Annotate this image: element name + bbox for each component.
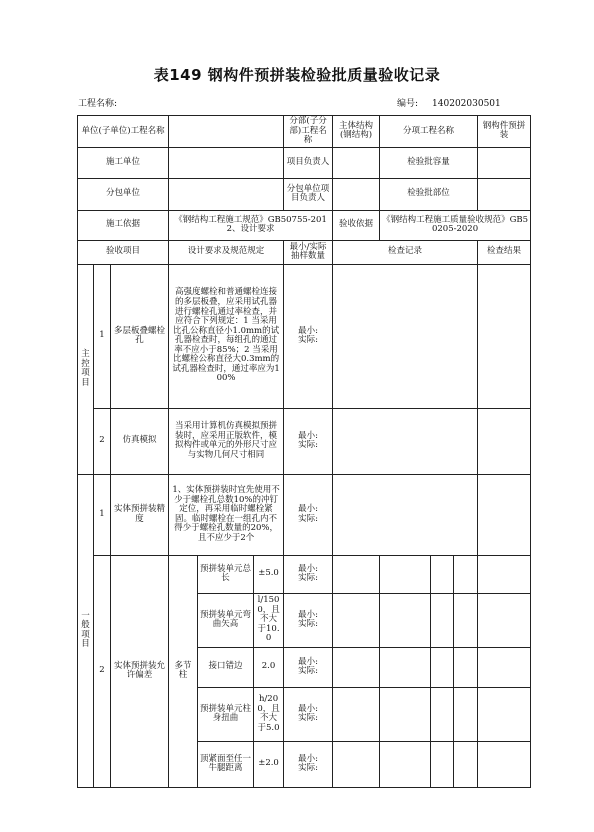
record-cell[interactable] — [454, 687, 478, 741]
general-item-spec: 1、实体预拼装时宜先使用不少于螺栓孔总数10%的冲钉定位，再采用临时螺栓紧固。临时螺栓在一组孔内不得少于螺栓孔数量的20%，且不应少于2个 — [169, 474, 284, 555]
main-item-name: 多层板叠螺栓孔 — [111, 264, 169, 408]
project-manager-value[interactable] — [333, 147, 380, 178]
header-result: 检查结果 — [478, 240, 531, 264]
record-cell[interactable] — [431, 647, 454, 687]
header-sample: 最小/实际抽样数量 — [284, 240, 333, 264]
general-item-name: 实体预拼装允许偏差 — [111, 555, 169, 787]
construction-unit-label: 施工单位 — [78, 147, 169, 178]
check-result-cell[interactable] — [478, 474, 531, 555]
sample-count[interactable] — [284, 593, 333, 647]
deviation-value: h/200，且不大于5.0 — [254, 687, 284, 741]
batch-capacity-label: 检验批容量 — [380, 147, 478, 178]
sample-count-text: 最小: 实际: — [298, 753, 318, 774]
check-record-cell[interactable] — [333, 474, 478, 555]
general-item-name: 实体预拼装精度 — [111, 474, 169, 555]
header-design: 设计要求及规范规定 — [169, 240, 284, 264]
unit-label: 单位(子单位)工程名称 — [78, 116, 169, 148]
deviation-name: 顶紧面至任一牛腿距离 — [198, 741, 254, 787]
acceptance-basis-value: 《钢结构工程施工质量验收规范》GB50205-2020 — [380, 210, 531, 240]
record-cell[interactable] — [380, 687, 431, 741]
construction-basis-value: 《钢结构工程施工规范》GB50755-2012、设计要求 — [169, 210, 333, 240]
subcontract-manager-value[interactable] — [333, 178, 380, 210]
deviation-name: 预拼装单元柱身扭曲 — [198, 687, 254, 741]
batch-capacity-value[interactable] — [478, 147, 531, 178]
check-result-cell[interactable] — [478, 593, 531, 647]
deviation-name: 预拼装单元弯曲矢高 — [198, 593, 254, 647]
check-result-cell[interactable] — [478, 741, 531, 787]
project-manager-label: 项目负责人 — [284, 147, 333, 178]
sample-count-text: 最小: 实际: — [298, 430, 318, 451]
deviation-value: ±5.0 — [254, 555, 284, 593]
code-label: 编号: — [397, 99, 419, 109]
record-cell[interactable] — [454, 555, 478, 593]
subitem-label: 分项工程名称 — [380, 116, 478, 148]
deviation-value: 2.0 — [254, 647, 284, 687]
record-cell[interactable] — [454, 741, 478, 787]
record-cell[interactable] — [454, 593, 478, 647]
check-record-cell[interactable] — [333, 408, 478, 474]
sample-count-text: 最小: 实际: — [298, 703, 318, 724]
subcontract-unit-label: 分包单位 — [78, 178, 169, 210]
construction-unit-value[interactable] — [169, 147, 284, 178]
subcontract-unit-value[interactable] — [169, 178, 284, 210]
record-cell[interactable] — [431, 741, 454, 787]
main-item-name: 仿真模拟 — [111, 408, 169, 474]
sample-count-text: 最小: 实际: — [298, 504, 318, 524]
sample-count[interactable] — [284, 264, 333, 408]
sample-count[interactable] — [284, 474, 333, 555]
code-value: 140202030501 — [432, 99, 501, 109]
check-result-cell[interactable] — [478, 408, 531, 474]
record-cell[interactable] — [454, 647, 478, 687]
record-cell[interactable] — [333, 555, 380, 593]
record-cell[interactable] — [333, 647, 380, 687]
unit-value[interactable] — [169, 116, 284, 148]
sample-count[interactable] — [284, 687, 333, 741]
record-cell[interactable] — [380, 555, 431, 593]
header-item: 验收项目 — [78, 240, 169, 264]
main-item-no: 1 — [94, 264, 111, 408]
sample-count[interactable] — [284, 741, 333, 787]
deviation-name: 接口错边 — [198, 647, 254, 687]
record-cell[interactable] — [333, 687, 380, 741]
subitem-value[interactable]: 钢构件预拼装 — [478, 116, 531, 148]
batch-location-value[interactable] — [478, 178, 531, 210]
deviation-name: 预拼装单元总长 — [198, 555, 254, 593]
record-cell[interactable] — [431, 593, 454, 647]
record-cell[interactable] — [380, 741, 431, 787]
check-result-cell[interactable] — [478, 555, 531, 593]
project-name-label: 工程名称: — [78, 99, 118, 109]
check-result-cell[interactable] — [478, 647, 531, 687]
construction-basis-label: 施工依据 — [78, 210, 169, 240]
record-cell[interactable] — [431, 555, 454, 593]
acceptance-basis-label: 验收依据 — [333, 210, 380, 240]
main-item-spec: 高强度螺栓和普通螺栓连接的多层板叠，应采用试孔器进行螺栓孔通过率检查，并应符合下列规定：1 当采用比孔公称直径小1.0mm的试孔器检查时，每组孔的通过率不应小于85%；2 当采用比螺栓公称直径大0.3mm的试孔器检查时，通过率应为100% — [169, 264, 284, 408]
sample-count[interactable] — [284, 555, 333, 593]
record-cell[interactable] — [380, 647, 431, 687]
record-code — [397, 96, 501, 109]
record-cell[interactable] — [333, 741, 380, 787]
record-cell[interactable] — [380, 593, 431, 647]
sample-count-text: 最小: 实际: — [298, 563, 318, 584]
check-result-cell[interactable] — [478, 687, 531, 741]
deviation-value: l/1500，且不大于10.0 — [254, 593, 284, 647]
sample-count-text: 最小: 实际: — [298, 656, 318, 677]
main-item-spec: 当采用计算机仿真模拟预拼装时，应采用正版软件，模拟构件或单元的外形尺寸应与实物几何尺寸相同 — [169, 408, 284, 474]
header-record: 检查记录 — [333, 240, 478, 264]
sample-count[interactable] — [284, 408, 333, 474]
sub-group-label: 多节柱 — [169, 555, 198, 787]
general-group-label: 一般项目 — [78, 474, 94, 787]
general-item-no: 2 — [94, 555, 111, 787]
division-value[interactable]: 主体结构(钢结构) — [333, 116, 380, 148]
inspection-record-table — [77, 115, 531, 788]
record-cell[interactable] — [431, 687, 454, 741]
check-record-cell[interactable] — [333, 264, 478, 408]
check-result-cell[interactable] — [478, 264, 531, 408]
batch-location-label: 检验批部位 — [380, 178, 478, 210]
main-group-label: 主控项目 — [78, 264, 94, 474]
general-item-no: 1 — [94, 474, 111, 555]
main-item-no: 2 — [94, 408, 111, 474]
division-label: 分部(子分部)工程名称 — [284, 116, 333, 148]
sample-count[interactable] — [284, 647, 333, 687]
page-title: 表149 钢构件预拼装检验批质量验收记录 — [153, 66, 441, 84]
sample-count-text: 最小: 实际: — [298, 325, 318, 346]
sample-count-text: 最小: 实际: — [298, 609, 318, 630]
record-cell[interactable] — [333, 593, 380, 647]
deviation-value: ±2.0 — [254, 741, 284, 787]
subcontract-manager-label: 分包单位项目负责人 — [284, 178, 333, 210]
